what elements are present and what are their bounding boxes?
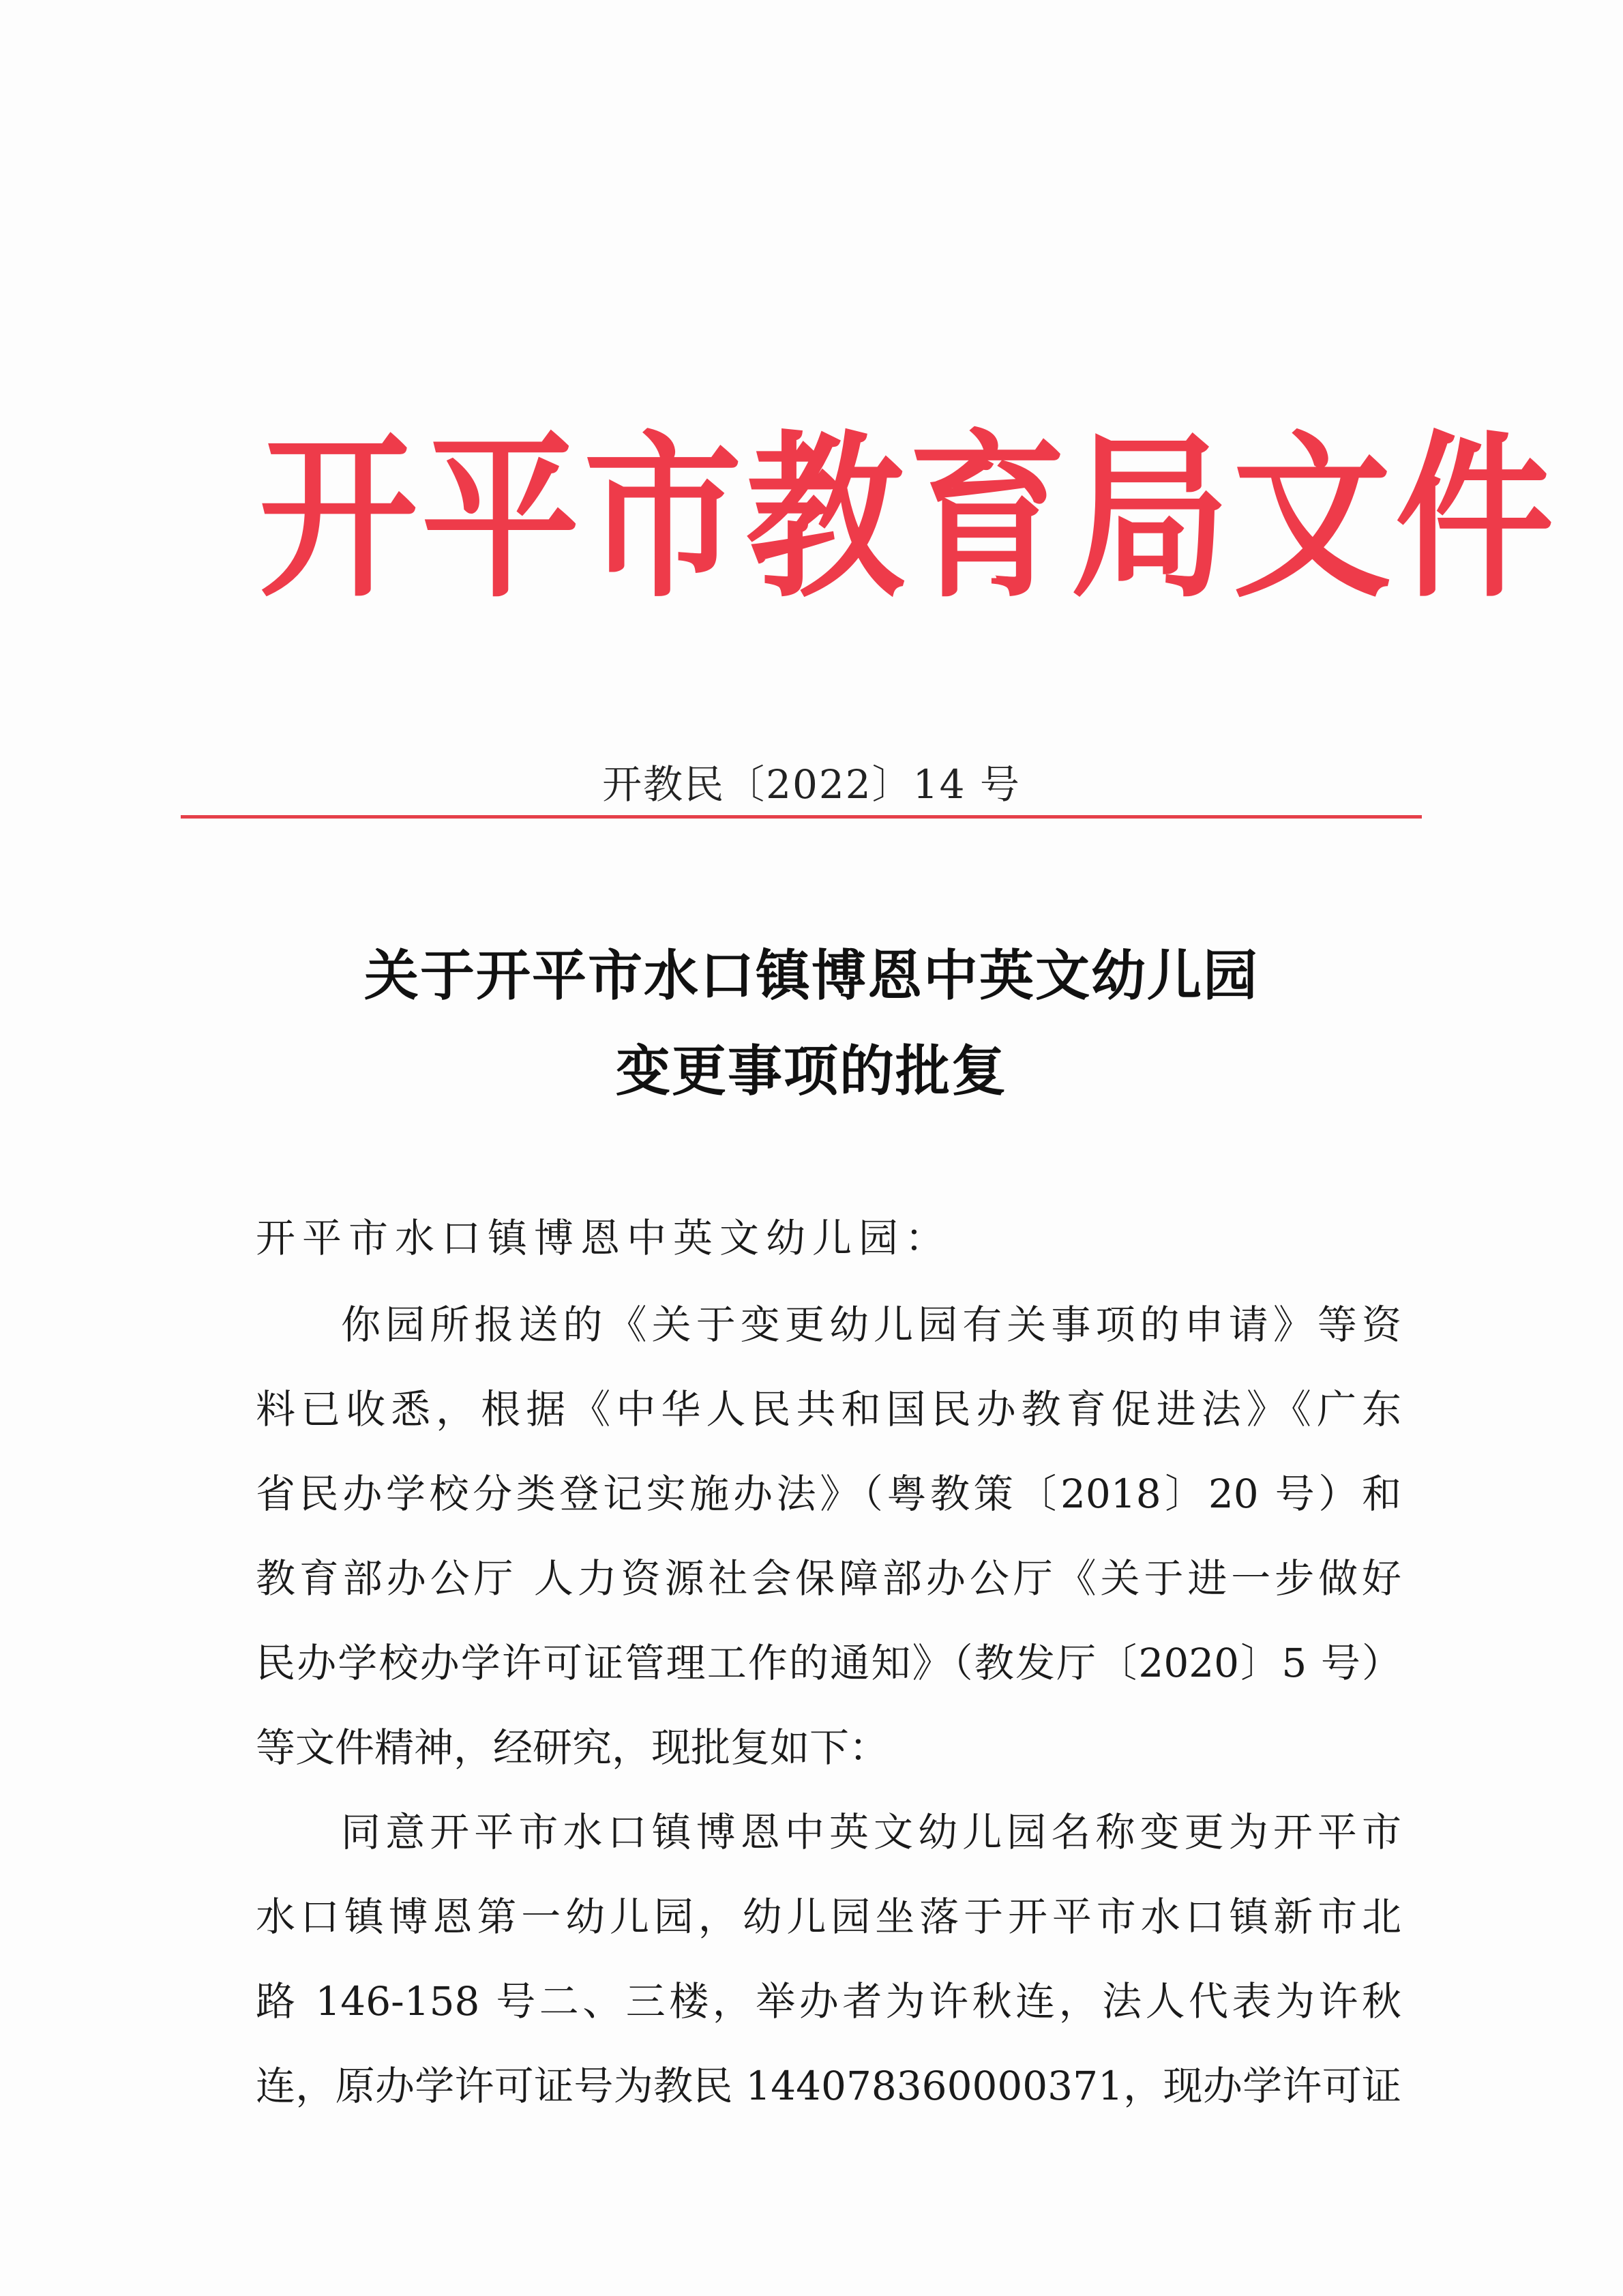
body-line: 等文件精神，经研究，现批复如下： [256, 1724, 889, 1771]
issuer-header-title: 开平市教育局文件 [259, 415, 1558, 622]
body-line: 你园所报送的《关于变更幼儿园有关事项的申请》等资 [341, 1301, 1401, 1348]
red-divider-line [181, 815, 1422, 819]
body-text [256, 1282, 1401, 2128]
body-line: 省民办学校分类登记实施办法》（粤教策〔2018〕20 号）和 [256, 1471, 1401, 1517]
body-line: 水口镇博恩第一幼儿园，幼儿园坐落于开平市水口镇新市北 [256, 1894, 1401, 1940]
document-title [0, 928, 1623, 1119]
body-line: 同意开平市水口镇博恩中英文幼儿园名称变更为开平市 [341, 1809, 1401, 1855]
body-line: 连，原办学许可证号为教民 144078360000371，现办学许可证 [256, 2063, 1401, 2109]
body-line: 民办学校办学许可证管理工作的通知》（教发厅〔2020〕5 号） [256, 1640, 1401, 1686]
document-number: 开教民〔2022〕14 号 [602, 761, 1021, 808]
body-line: 路 146-158 号二、三楼，举办者为许秋连，法人代表为许秋 [256, 1978, 1401, 2025]
document-title-line-2: 变更事项的批复 [616, 1039, 1007, 1103]
addressee: 开平市水口镇博恩中英文幼儿园： [256, 1215, 952, 1261]
body-line: 教育部办公厅 人力资源社会保障部办公厅《关于进一步做好 [256, 1555, 1401, 1602]
document-title-line-1: 关于开平市水口镇博恩中英文幼儿园 [364, 943, 1259, 1007]
body-line: 料已收悉，根据《中华人民共和国民办教育促进法》《广东 [256, 1386, 1401, 1432]
